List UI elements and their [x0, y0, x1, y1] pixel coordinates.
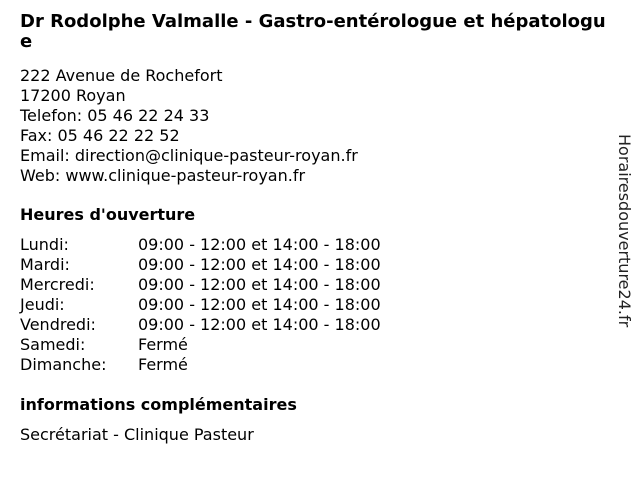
- hours-value: 09:00 - 12:00 et 14:00 - 18:00: [138, 315, 381, 334]
- website: Web: www.clinique-pasteur-royan.fr: [20, 166, 306, 185]
- phone-number: Telefon: 05 46 22 24 33: [20, 106, 210, 125]
- opening-hours-heading: Heures d'ouverture: [20, 205, 196, 224]
- hours-value: 09:00 - 12:00 et 14:00 - 18:00: [138, 235, 381, 254]
- hours-value: 09:00 - 12:00 et 14:00 - 18:00: [138, 295, 381, 314]
- hours-value: 09:00 - 12:00 et 14:00 - 18:00: [138, 275, 381, 294]
- additional-info-text: Secrétariat - Clinique Pasteur: [20, 425, 254, 444]
- day-label: Lundi:: [20, 235, 69, 254]
- hours-row-friday: [20, 315, 381, 335]
- hours-row-saturday: [20, 335, 381, 355]
- city: 17200 Royan: [20, 86, 126, 105]
- site-watermark: Horairesdouverture24.fr: [615, 134, 634, 328]
- hours-value: Fermé: [138, 335, 188, 354]
- hours-row-wednesday: [20, 275, 381, 295]
- hours-row-tuesday: [20, 255, 381, 275]
- day-label: Dimanche:: [20, 355, 107, 374]
- street-address: 222 Avenue de Rochefort: [20, 66, 223, 85]
- opening-hours-table: [20, 235, 381, 375]
- day-label: Vendredi:: [20, 315, 96, 334]
- address-block: [20, 66, 358, 186]
- day-label: Mercredi:: [20, 275, 95, 294]
- day-label: Samedi:: [20, 335, 86, 354]
- fax-number: Fax: 05 46 22 22 52: [20, 126, 180, 145]
- hours-row-thursday: [20, 295, 381, 315]
- hours-row-sunday: [20, 355, 381, 375]
- day-label: Mardi:: [20, 255, 70, 274]
- hours-row-monday: [20, 235, 381, 255]
- hours-value: 09:00 - 12:00 et 14:00 - 18:00: [138, 255, 381, 274]
- email-address: Email: direction@clinique-pasteur-royan.fr: [20, 146, 358, 165]
- business-name: Dr Rodolphe Valmalle - Gastro-entérologue et hépatologue: [20, 11, 606, 52]
- additional-info-heading: informations complémentaires: [20, 395, 297, 414]
- day-label: Jeudi:: [20, 295, 65, 314]
- hours-value: Fermé: [138, 355, 188, 374]
